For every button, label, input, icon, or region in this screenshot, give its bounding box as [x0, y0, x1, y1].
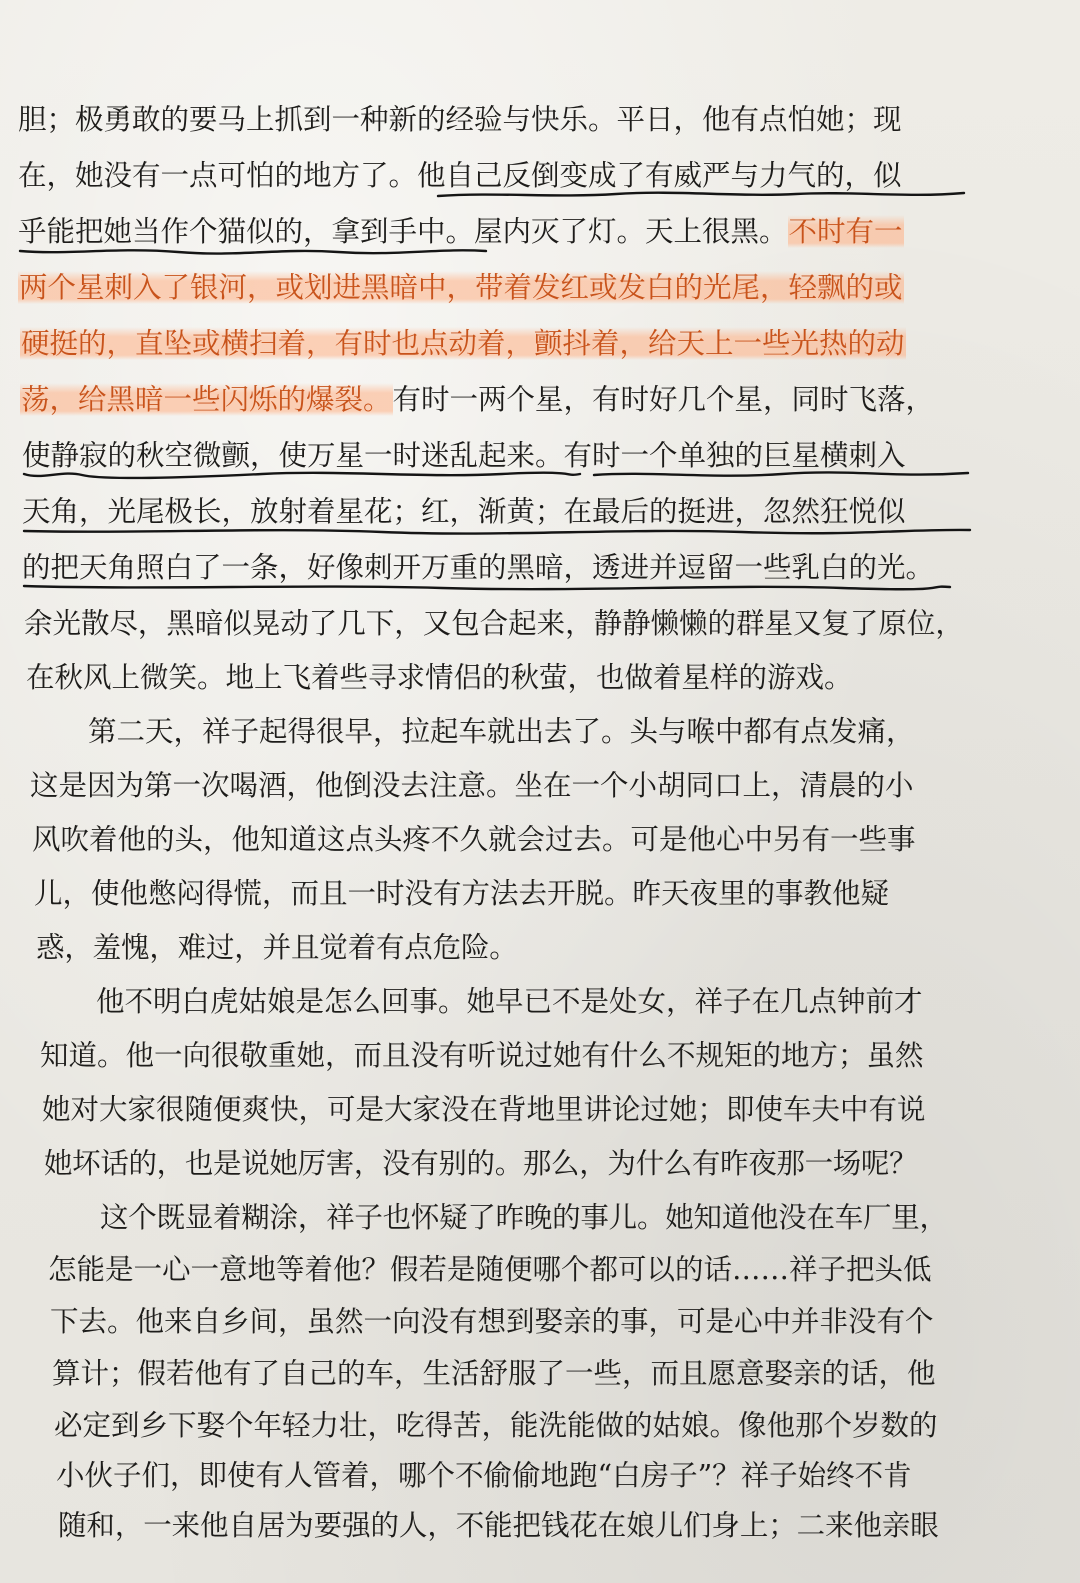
text-segment: 胆；极勇敢的要马上抓到一种新的经验与快乐。平日，他有点怕她；现	[18, 103, 902, 136]
text-segment: 随和，一来他自居为要强的人，不能把钱花在娘儿们身上；二来他亲眼	[58, 1509, 939, 1542]
handwritten-underline	[22, 580, 952, 594]
text-line	[44, 1144, 918, 1184]
text-segment: 惑，羞愧，难过，并且觉着有点危险。	[36, 931, 518, 964]
text-segment: 她对大家很随便爽快，可是大家没在背地里讲论过她；即使车夫中有说	[42, 1093, 926, 1126]
text-segment: 第二天，祥子起得很早，拉起车就出去了。头与喉中都有点发痛，	[88, 715, 915, 748]
text-line	[88, 712, 958, 752]
text-segment: 这是因为第一次喝酒，他倒没去注意。坐在一个小胡同口上，清晨的小	[30, 769, 914, 802]
text-line	[36, 928, 516, 968]
text-segment: 乎能把她当作个猫似的，拿到手中。屋内灭了灯。天上很黑。	[18, 215, 788, 248]
text-segment: 有时一两个星，有时好几个星，同时飞落，	[392, 383, 935, 416]
handwritten-underline	[18, 244, 488, 258]
text-line	[50, 1302, 940, 1342]
text-line	[30, 766, 960, 806]
text-line	[58, 1506, 938, 1546]
text-line	[34, 874, 964, 914]
text-line	[100, 1198, 948, 1238]
text-segment: 小伙子们，即使有人管着，哪个不偷偷地跑“白房子”？祥子始终不肯	[56, 1459, 912, 1492]
text-segment: 儿，使他憋闷得慌，而且一时没有方法去开脱。昨天夜里的事教他疑	[34, 877, 890, 910]
text-segment: 风吹着他的头，他知道这点头疼不久就会过去。可是他心中另有一些事	[32, 823, 916, 856]
text-line	[48, 1250, 943, 1290]
highlighted-text: 不时有一	[788, 215, 903, 248]
text-line	[42, 1090, 952, 1130]
text-segment: 她坏话的，也是说她厉害，没有别的。那么，为什么有昨夜那一场呢？	[44, 1147, 918, 1180]
text-line	[56, 1456, 940, 1496]
text-line	[24, 604, 964, 644]
text-segment: 在，她没有一点可怕的地方了。他自己反倒变成了有威严与力气的，似	[18, 159, 902, 192]
text-segment: 这个既显着糊涂，祥子也怀疑了昨晚的事儿。她知道他没在车厂里，	[100, 1201, 948, 1234]
text-segment: 天角，光尾极长，放射着星花；红，渐黄；在最后的挺进，忽然狂悦似	[22, 495, 906, 528]
text-line	[18, 268, 958, 308]
text-line	[26, 658, 866, 698]
highlighted-text: 硬挺的，直坠或横扫着，有时也点动着，颤抖着，给天上一些光热的动	[21, 327, 905, 360]
text-line	[18, 100, 958, 140]
handwritten-underline	[22, 524, 972, 538]
text-segment: 他不明白虎姑娘是怎么回事。她早已不是处女，祥子在几点钟前才	[96, 985, 923, 1018]
text-segment: 余光散尽，黑暗似晃动了几下，又包合起来，静静懒懒的群星又复了原位，	[24, 607, 964, 640]
text-segment: 下去。他来自乡间，虽然一向没有想到娶亲的事，可是心中并非没有个	[50, 1305, 934, 1338]
text-segment: 知道。他一向很敬重她，而且没有听说过她有什么不规矩的地方；虽然	[40, 1039, 924, 1072]
text-segment: 算计；假若他有了自己的车，生活舒服了一些，而且愿意娶亲的话，他	[52, 1357, 936, 1390]
text-line	[32, 820, 962, 860]
text-line	[20, 380, 960, 420]
highlighted-text: 两个星刺入了银河，或划进黑暗中，带着发红或发白的光尾，轻飘的或	[19, 271, 903, 304]
text-line	[20, 324, 960, 364]
text-segment: 在秋风上微笑。地上飞着些寻求情侣的秋萤，也做着星样的游戏。	[26, 661, 853, 694]
handwritten-underline	[592, 468, 970, 482]
handwritten-underline	[22, 468, 582, 482]
text-segment: 使静寂的秋空微颤，使万星一时迷乱起来。有时一个单独的巨星横刺入	[22, 439, 906, 472]
text-line	[96, 982, 956, 1022]
text-line	[54, 1406, 942, 1446]
text-line	[52, 1354, 942, 1394]
text-segment: 必定到乡下娶个年轻力壮，吃得苦，能洗能做的姑娘。像他那个岁数的	[54, 1409, 938, 1442]
text-segment: 怎能是一心一意地等着他？假若是随便哪个都可以的话……祥子把头低	[48, 1253, 932, 1286]
text-line	[40, 1036, 960, 1076]
handwritten-underline	[436, 188, 966, 202]
text-segment: 的把天角照白了一条，好像刺开万重的黑暗，透进并逗留一些乳白的光。	[22, 551, 935, 584]
highlighted-text: 荡，给黑暗一些闪烁的爆裂。	[21, 383, 392, 416]
